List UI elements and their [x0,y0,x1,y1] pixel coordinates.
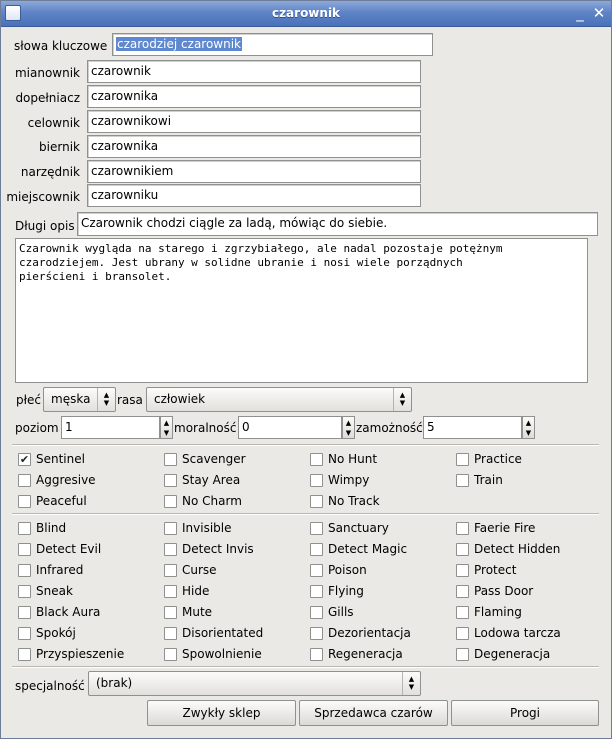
act-flag-checkbox[interactable] [164,453,177,466]
affect-flag-label[interactable]: Poison [328,563,367,577]
morality-spin-arrows-icon[interactable]: ▲ ▼ [342,416,355,439]
affect-flag-label[interactable]: Pass Door [474,584,534,598]
act-flag-checkbox[interactable] [164,474,177,487]
affect-flag-label[interactable]: Flying [328,584,364,598]
affect-flag-label[interactable]: Dezorientacja [328,626,411,640]
morality-label: moralność [174,421,237,435]
act-flag-label[interactable]: Stay Area [182,473,241,487]
affect-flag-label[interactable]: Lodowa tarcza [474,626,561,640]
affect-flag-checkbox[interactable] [310,564,323,577]
affect-flag-checkbox[interactable] [164,543,177,556]
act-flag-label[interactable]: Train [474,473,503,487]
race-select[interactable] [146,387,412,412]
affect-flag-label[interactable]: Hide [182,584,210,598]
act-flag-checkbox[interactable] [310,453,323,466]
affect-flag-label[interactable]: Degeneracja [474,647,551,661]
act-flag-checkbox[interactable] [18,495,31,508]
act-flag-checkbox[interactable] [456,453,469,466]
act-flag-label[interactable]: Practice [474,452,522,466]
affect-flag-label[interactable]: Detect Hidden [474,542,561,556]
special-value: (brak) [96,676,133,690]
affect-flag-checkbox[interactable] [18,606,31,619]
description-textarea[interactable]: Czarownik wygląda na starego i zgrzybiałego, ale nadal pozostaje potężnym czarodziejem. Jest ubrany w solidne ubranie i nosi wiele porządnych pierścieni i bransolet. [15,238,588,383]
wealth-spin-arrows-icon[interactable]: ▲ ▼ [522,416,535,439]
affect-flag-label[interactable]: Mute [182,605,213,619]
affect-flag-label[interactable]: Invisible [182,521,232,535]
affect-flag-checkbox[interactable] [456,522,469,535]
case-label-biernik: biernik [39,140,80,154]
act-flag-label[interactable]: Sentinel [36,452,85,466]
separator [12,666,599,668]
affect-flag-checkbox[interactable] [164,585,177,598]
spell-seller-button[interactable]: Sprzedawca czarów [299,700,448,726]
progs-button[interactable]: Progi [451,700,599,726]
affect-flag-checkbox[interactable] [18,522,31,535]
shop-button[interactable]: Zwykły sklep [147,700,296,726]
sex-label: płeć [16,393,42,407]
level-spin-arrows-icon[interactable]: ▲ ▼ [160,416,173,439]
case-input-mianownik[interactable]: czarownik [87,60,421,83]
level-spinner[interactable]: 1 [61,416,160,439]
affect-flag-checkbox[interactable] [164,522,177,535]
act-flag-label[interactable]: Scavenger [182,452,246,466]
affect-flag-label[interactable]: Sneak [36,584,73,598]
act-flag-checkbox[interactable] [456,474,469,487]
affect-flag-label[interactable]: Sanctuary [328,521,389,535]
case-label-dopelniacz: dopełniacz [15,91,80,105]
act-flag-checkbox[interactable]: ✔ [19,453,30,466]
affect-flag-checkbox[interactable] [310,585,323,598]
updown-arrows-icon: ▲ ▼ [402,672,420,695]
affect-flag-label[interactable]: Protect [474,563,517,577]
act-flag-checkbox[interactable] [164,495,177,508]
act-flag-label[interactable]: No Track [328,494,380,508]
case-label-narzednik: narzędnik [20,165,80,179]
case-input-biernik[interactable]: czarownika [87,135,421,158]
act-flag-label[interactable]: Aggresive [36,473,96,487]
affect-flag-label[interactable]: Detect Magic [328,542,408,556]
wealth-spinner[interactable]: 5 [423,416,522,439]
wealth-label: zamożność [356,421,423,435]
long-desc-label: Długi opis [15,219,75,233]
act-flag-label[interactable]: No Hunt [328,452,378,466]
affect-flag-checkbox[interactable] [18,585,31,598]
affect-flag-label[interactable]: Infrared [36,563,84,577]
affect-flag-checkbox[interactable] [18,543,31,556]
sex-select[interactable] [43,387,116,412]
level-label: poziom [15,421,59,435]
keywords-value: czarodziej czarownik [117,37,242,51]
case-label-mianownik: mianownik [14,66,80,80]
morality-spinner[interactable]: 0 [238,416,342,439]
act-flag-label[interactable]: No Charm [182,494,242,508]
updown-arrows-icon: ▲ ▼ [393,388,411,411]
case-input-celownik[interactable]: czarownikowi [87,110,421,133]
act-flag-checkbox[interactable] [310,495,323,508]
affect-flag-checkbox[interactable] [456,606,469,619]
minimize-icon[interactable]: _ [576,4,584,22]
affect-flag-label[interactable]: Detect Invis [182,542,254,556]
affect-flag-label[interactable]: Spowolnienie [182,647,262,661]
act-flag-checkbox[interactable] [18,474,31,487]
case-label-miejscownik: miejscownik [6,190,80,204]
affect-flag-label[interactable]: Gills [328,605,354,619]
affect-flag-checkbox[interactable] [310,522,323,535]
affect-flag-checkbox[interactable] [310,543,323,556]
special-label: specjalność [15,679,85,693]
affect-flag-checkbox[interactable] [456,543,469,556]
updown-arrows-icon: ▲ ▼ [97,388,115,411]
affect-flag-label[interactable]: Regeneracja [328,647,403,661]
affect-flag-label[interactable]: Detect Evil [36,542,102,556]
separator [12,444,599,446]
affect-flag-checkbox[interactable] [310,606,323,619]
affect-flag-label[interactable]: Blind [36,521,67,535]
close-icon[interactable]: ✕ [592,4,606,22]
affect-flag-checkbox[interactable] [164,627,177,640]
affect-flag-checkbox[interactable] [456,564,469,577]
affect-flag-label[interactable]: Przyspieszenie [36,647,125,661]
race-value: człowiek [154,392,206,406]
keywords-input[interactable] [112,33,433,56]
affect-flag-label[interactable]: Black Aura [36,605,101,619]
window-title: czarownik [271,6,341,20]
affect-flag-checkbox[interactable] [310,627,323,640]
affect-flag-label[interactable]: Curse [182,563,217,577]
case-input-dopelniacz[interactable]: czarownika [87,85,421,108]
long-desc-input[interactable]: Czarownik chodzi ciągle za ladą, mówiąc do siebie. [77,212,598,236]
race-label: rasa [117,393,143,407]
affect-flag-checkbox[interactable] [456,648,469,661]
separator [12,513,599,515]
affect-flag-label[interactable]: Faerie Fire [474,521,536,535]
affect-flag-checkbox[interactable] [18,564,31,577]
affect-flag-checkbox[interactable] [18,627,31,640]
affect-flag-label[interactable]: Disorientated [182,626,264,640]
case-label-celownik: celownik [27,116,80,130]
keywords-label: słowa kluczowe [14,39,108,53]
act-flag-checkbox[interactable] [310,474,323,487]
affect-flag-checkbox[interactable] [18,648,31,661]
affect-flag-checkbox[interactable] [310,648,323,661]
affect-flag-checkbox[interactable] [164,606,177,619]
affect-flag-checkbox[interactable] [164,648,177,661]
sex-value: męska [51,392,91,406]
affect-flag-checkbox[interactable] [164,564,177,577]
special-select[interactable] [88,671,421,696]
case-input-miejscownik[interactable]: czarowniku [87,184,421,207]
affect-flag-label[interactable]: Flaming [474,605,522,619]
title-bar[interactable] [1,1,611,27]
case-input-narzednik[interactable]: czarownikiem [87,160,421,183]
affect-flag-checkbox[interactable] [456,627,469,640]
affect-flag-checkbox[interactable] [456,585,469,598]
affect-flag-label[interactable]: Spokój [36,626,76,640]
act-flag-label[interactable]: Wimpy [328,473,370,487]
act-flag-label[interactable]: Peaceful [36,494,87,508]
